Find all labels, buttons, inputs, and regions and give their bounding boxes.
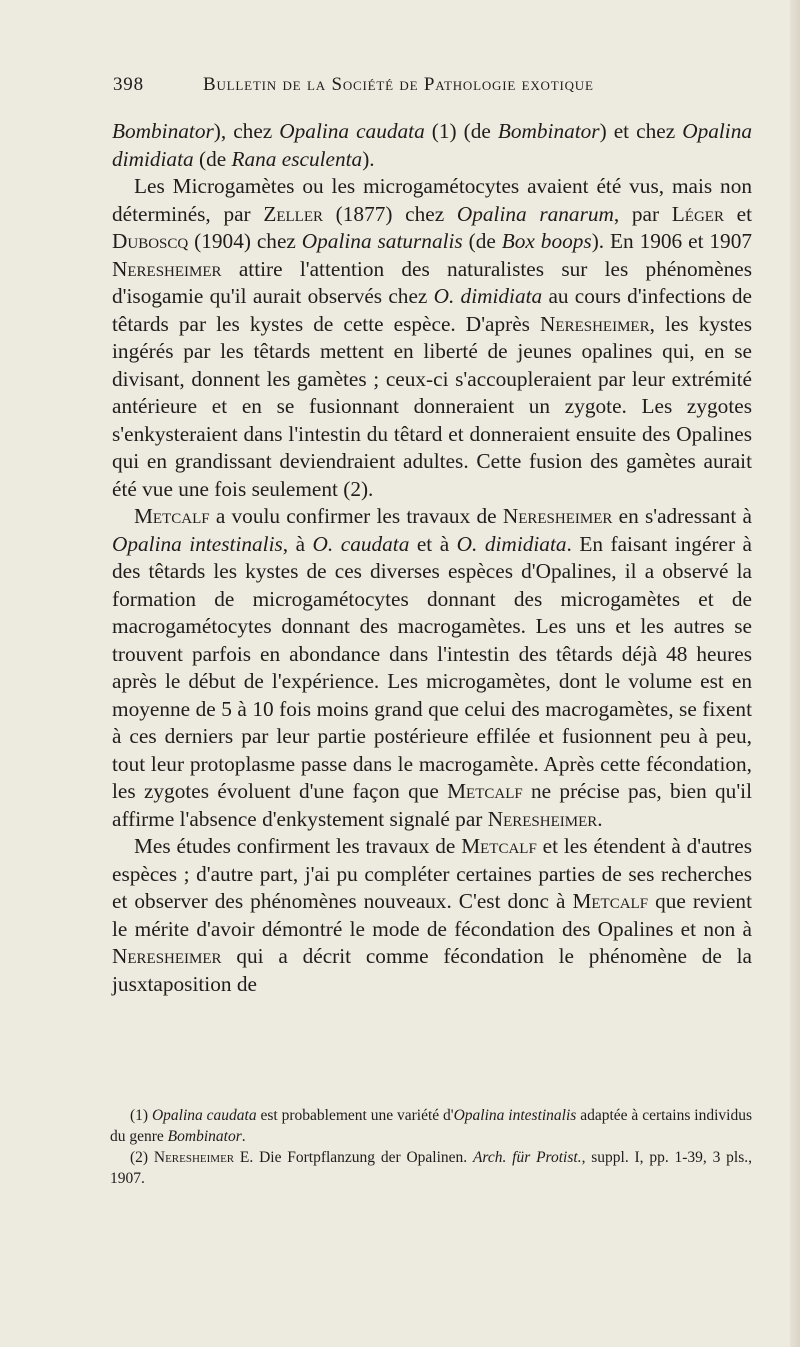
author-name: Metcalf <box>134 504 210 528</box>
journal-title: Bulletin de la Société de Pathologie exotique <box>203 74 594 95</box>
author-name: Metcalf <box>447 779 523 803</box>
author-name: Léger <box>671 201 724 226</box>
author-name: Neresheimer <box>502 504 613 528</box>
author-name: Neresheimer <box>540 311 650 336</box>
paragraph: Bombinator), chez Opalina caudata (1) (de Bombinator) et chez Opalina dimidiata (de Rana esculenta). <box>112 119 752 171</box>
paragraph: Les Microgamètes ou les microgamétocytes avaient été vus, mais non déterminés, par Zeller (1877) chez Opalina ranarum, par Léger et Duboscq (1904) chez Opalina saturnalis (de Box boops). En 1906 et 1907 Neresheimer attire l'attention des naturalistes sur les phénomènes d'isogamie qu'il aurait observés chez O. dimidiata au cours d'infections de têtards par les kystes de cette espèce. D'après Neresheimer, les kystes ingérés par les têtards mettent en liberté de jeunes opalines qui, en se divisant, donnent les gamètes ; ceux-ci s'accoupleraient par leur extrémité antérieure et en se fusionnant donneraient un zygote. Les zygotes s'enkysteraient dans l'intestin du têtard et donneraient ensuite des Opalines qui en grandissant deviendraient adultes. Cette fusion des gamètes aurait été vue une fois seulement (2). <box>112 174 753 501</box>
author-name: Metcalf <box>461 834 537 858</box>
footnote: (2) Neresheimer E. Die Fortpflanzung der Opalinen. Arch. für Protist., suppl. I, pp. 1-39, 3 pls., 1907. <box>110 1149 752 1187</box>
author-name: Metcalf <box>572 889 649 913</box>
author-name: Neresheimer <box>112 256 222 281</box>
author-name: Neresheimer <box>153 1149 235 1166</box>
page-edge <box>790 0 800 1347</box>
author-name: Neresheimer <box>112 944 222 968</box>
page-number: 398 <box>113 74 144 95</box>
author-name: Neresheimer <box>487 806 598 831</box>
author-name: Duboscq <box>112 229 189 253</box>
body-text <box>112 118 752 998</box>
paragraph: Metcalf a voulu confirmer les travaux de Neresheimer en s'adressant à Opalina intestinalis, à O. caudata et à O. dimidiata. En faisant ingérer à des têtards les kystes de ces diverses espèces d'Opalines, il a observé la formation de microgamétocytes donnant des microgamètes et de macrogamétocytes donnant des macrogamètes. Les uns et les autres se trouvent parfois en abondance dans l'intestin des têtards déjà 48 heures après le début de l'expérience. Les microgamètes, dont le volume est en moyenne de 5 à 10 fois moins grand que celui des macrogamètes, se fixent à ces derniers par leur partie postérieure effilée et fusionnent peu à peu, tout leur protoplasme passe dans le macrogamète. Après cette fécondation, les zygotes évoluent d'une façon que Metcalf ne précise pas, bien qu'il affirme l'absence d'enkystement signalé par Neresheimer. <box>112 504 752 831</box>
author-name: Zeller <box>263 201 323 226</box>
paragraph: Mes études confirment les travaux de Metcalf et les étendent à d'autres espèces ; d'autre part, j'ai pu compléter certaines parties de ses recherches et observer des phénomènes nouveaux. C'est donc à Metcalf que revient le mérite d'avoir démontré le mode de fécondation des Opalines et non à Neresheimer qui a décrit comme fécondation le phénomène de la jusxtaposition de <box>112 834 752 996</box>
running-head <box>113 74 763 96</box>
footnote: (1) Opalina caudata est probablement une variété d'Opalina intestinalis adaptée à certains individus du genre Bombinator. <box>110 1107 752 1145</box>
footnotes <box>110 1105 752 1189</box>
